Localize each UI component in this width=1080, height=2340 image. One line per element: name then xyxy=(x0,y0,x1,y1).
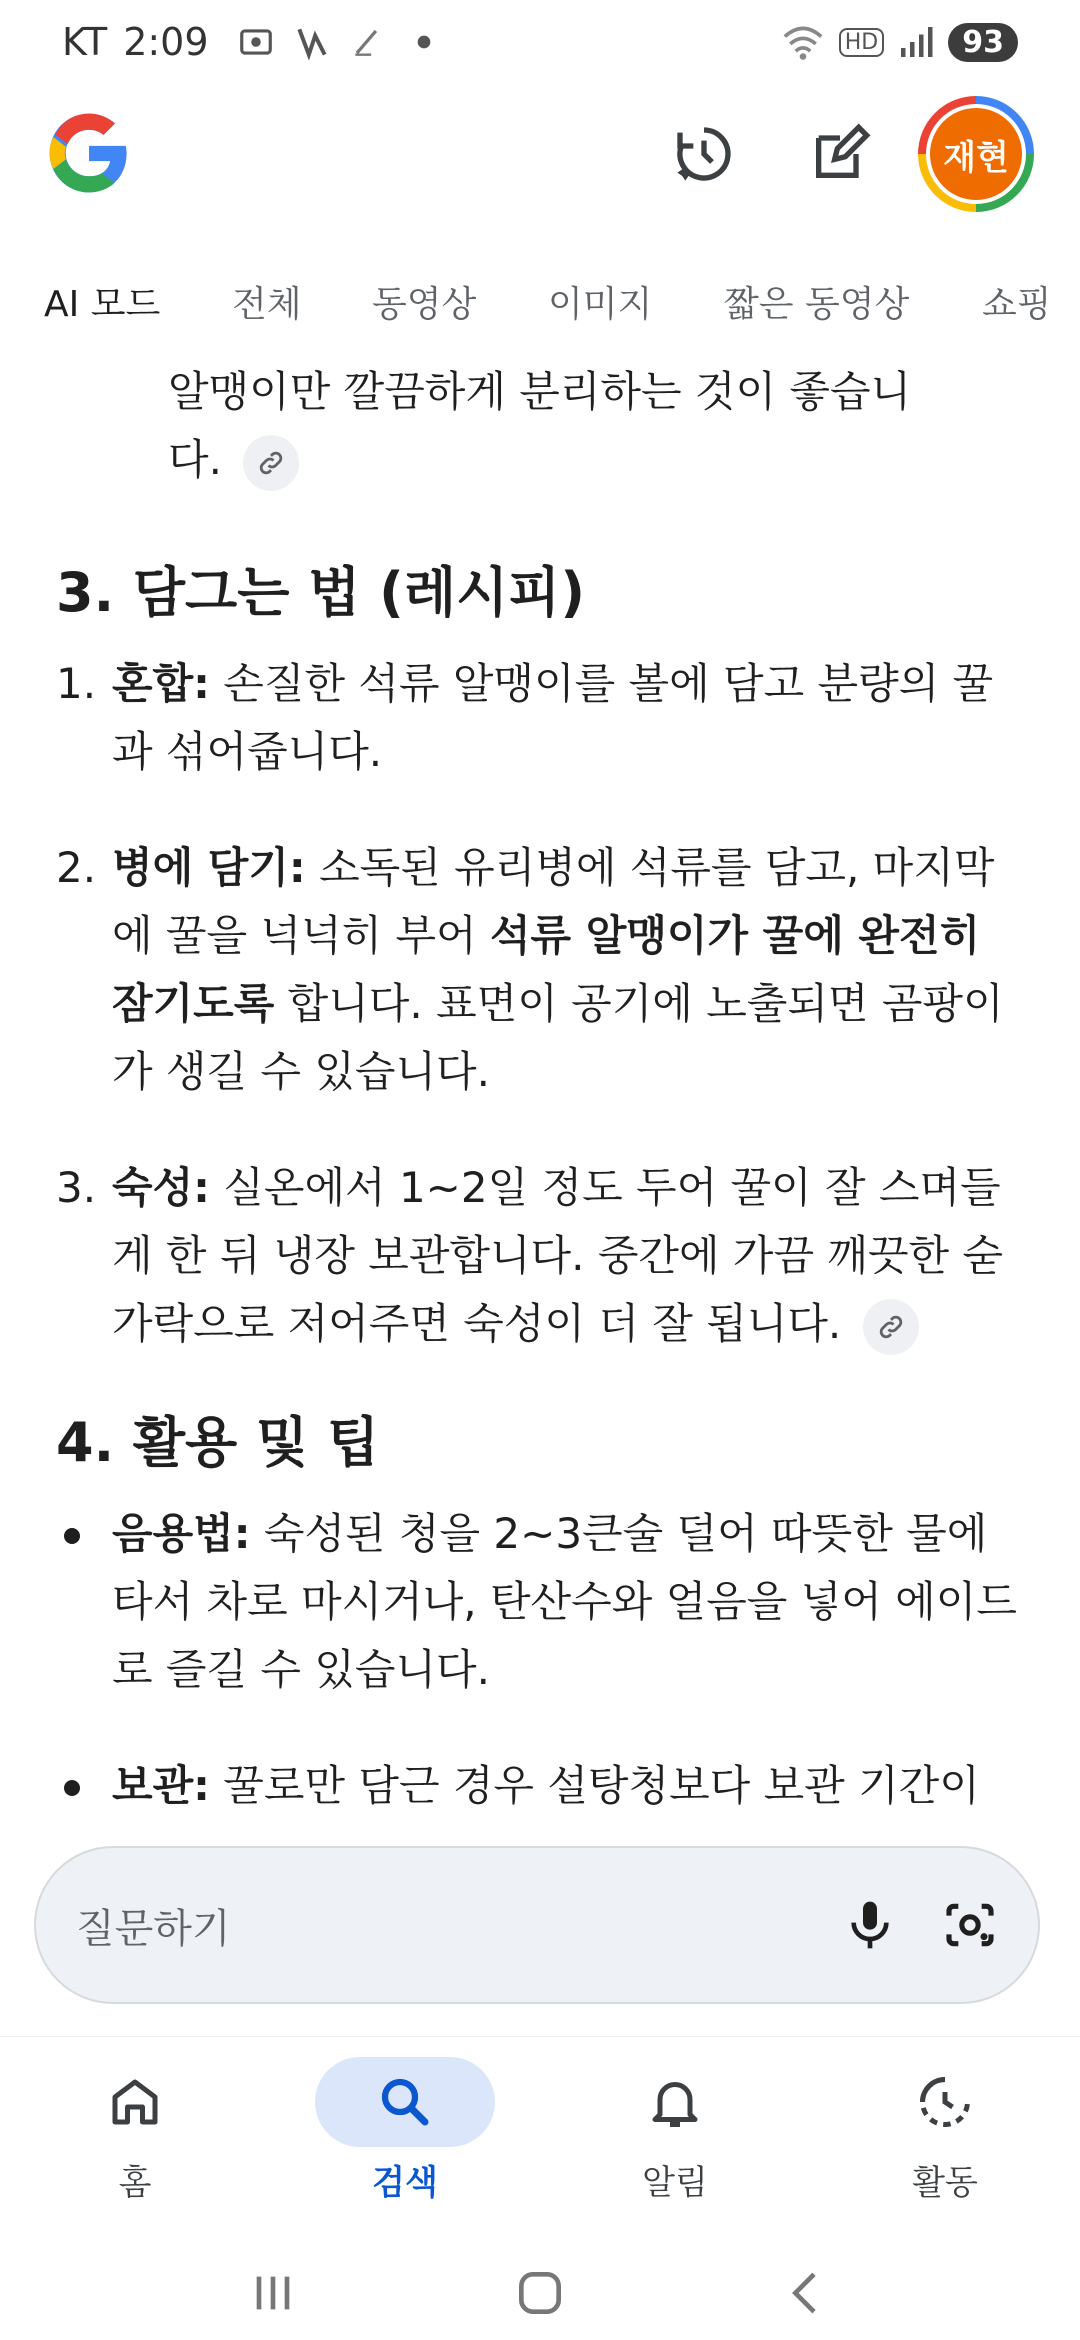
list-item xyxy=(56,650,1026,786)
app-notification-icon xyxy=(293,23,331,61)
bullet xyxy=(64,1528,80,1544)
list-number: 1. xyxy=(56,659,97,708)
dot-icon xyxy=(405,23,443,61)
search-tabs xyxy=(0,268,1080,338)
item-text: 합니다. 표면이 공기에 노출되면 곰팡이가 생길 수 있습니다. xyxy=(112,979,1004,1096)
avatar-frame xyxy=(926,104,1026,204)
item-label: 혼합: xyxy=(112,659,210,708)
source-link-chip[interactable] xyxy=(863,1299,919,1355)
item-label: 병에 담기: xyxy=(112,843,306,892)
nav-icon-container xyxy=(315,2057,495,2147)
list-item xyxy=(56,1500,1026,1704)
status-left xyxy=(62,20,443,64)
tab-ai-mode[interactable]: AI 모드 xyxy=(44,284,161,325)
edit-icon xyxy=(808,122,872,186)
nav-label: 활동 xyxy=(912,2163,978,2203)
source-link-chip[interactable] xyxy=(243,435,299,491)
paragraph-line: 다. xyxy=(168,435,222,484)
item-text: 소독된 유리병에 석류를 담고, 마지막에 꿀을 넉넉히 부어 xyxy=(112,843,995,960)
tips-list xyxy=(56,1500,1026,1810)
recipe-steps-list xyxy=(56,650,1026,1358)
ask-input-bar[interactable] xyxy=(34,1846,1040,2004)
item-text: 숙성된 청을 2~3큰술 덜어 따뜻한 물에 타서 차로 마시거나, 탄산수와 얼음을 넣어 에이드로 즐길 수 있습니다. xyxy=(112,1509,1017,1694)
lens-camera-icon[interactable] xyxy=(942,1897,998,1953)
search-icon xyxy=(375,2072,435,2132)
nav-icon-container xyxy=(585,2057,765,2147)
list-item xyxy=(56,834,1026,1106)
paragraph-line: 알맹이만 깔끔하게 분리하는 것이 좋습니 xyxy=(168,367,912,416)
status-bar xyxy=(0,0,1080,84)
nav-label: 홈 xyxy=(118,2163,152,2203)
list-number: 2. xyxy=(56,843,97,892)
avatar-initials: 재현 xyxy=(930,108,1022,200)
home-icon xyxy=(105,2072,165,2132)
recent-apps-icon[interactable] xyxy=(245,2265,301,2321)
section-heading: 3. 담그는 법 (레시피) xyxy=(56,561,585,624)
item-text: 실온에서 1~2일 정도 두어 꿀이 잘 스며들게 한 뒤 냉장 보관합니다. 중간에 가끔 깨끗한 숟가락으로 저어주면 숙성이 더 잘 됩니다. xyxy=(112,1163,1004,1348)
battery-indicator: 93 xyxy=(948,23,1018,62)
ai-answer-content xyxy=(0,340,1080,1810)
activity-icon xyxy=(915,2072,975,2132)
hd-badge: HD xyxy=(839,28,884,57)
clock: 2:09 xyxy=(123,20,209,64)
wifi-icon xyxy=(781,22,825,62)
item-label: 보관: xyxy=(112,1761,210,1810)
history-icon xyxy=(672,122,736,186)
tab-images[interactable]: 이미지 xyxy=(548,284,653,325)
item-label: 음용법: xyxy=(112,1509,251,1558)
bell-icon xyxy=(645,2072,705,2132)
link-icon xyxy=(876,1312,906,1342)
nav-icon-container xyxy=(855,2057,1035,2147)
app-header xyxy=(0,96,1080,216)
bullet xyxy=(64,1780,80,1796)
nav-search[interactable] xyxy=(270,2037,540,2246)
nav-icon-container xyxy=(45,2057,225,2147)
list-item xyxy=(56,1752,1026,1810)
signal-icon xyxy=(898,24,934,60)
link-icon xyxy=(256,448,286,478)
nav-label: 검색 xyxy=(372,2163,438,2203)
pen-icon xyxy=(349,23,387,61)
list-number: 3. xyxy=(56,1163,97,1212)
tab-all[interactable]: 전체 xyxy=(232,284,302,325)
new-chat-button[interactable] xyxy=(804,118,876,190)
notification-icons xyxy=(237,23,443,61)
account-avatar[interactable] xyxy=(918,96,1034,212)
tab-videos[interactable]: 동영상 xyxy=(372,284,477,325)
google-logo[interactable] xyxy=(46,110,132,196)
bottom-navigation xyxy=(0,2036,1080,2246)
nav-home[interactable] xyxy=(0,2037,270,2246)
carrier-label: KT xyxy=(62,20,108,64)
item-text: 꿀로만 담근 경우 설탕청보다 보관 기간이 xyxy=(209,1761,980,1810)
tab-shopping[interactable]: 쇼핑 xyxy=(982,284,1052,325)
answer-paragraph xyxy=(168,358,998,494)
microphone-icon[interactable] xyxy=(842,1897,898,1953)
home-button-icon[interactable] xyxy=(512,2265,568,2321)
status-right xyxy=(781,22,1018,62)
nav-notifications[interactable] xyxy=(540,2037,810,2246)
item-text: 손질한 석류 알맹이를 볼에 담고 분량의 꿀과 섞어줍니다. xyxy=(112,659,994,776)
ask-actions xyxy=(842,1897,998,1953)
item-emphasis: 석류 알맹이가 꿀에 완전히 잠기도록 xyxy=(112,911,981,1028)
nav-activity[interactable] xyxy=(810,2037,1080,2246)
nav-label: 알림 xyxy=(642,2163,708,2203)
section-heading: 4. 활용 및 팁 xyxy=(56,1411,380,1474)
item-label: 숙성: xyxy=(112,1163,210,1212)
history-button[interactable] xyxy=(668,118,740,190)
list-item xyxy=(56,1154,1026,1358)
tab-short-videos[interactable]: 짧은 동영상 xyxy=(724,284,910,325)
screenshot-icon xyxy=(237,23,275,61)
system-navigation-bar xyxy=(0,2246,1080,2340)
back-icon[interactable] xyxy=(779,2265,835,2321)
ask-input-placeholder[interactable]: 질문하기 xyxy=(76,1905,231,1952)
